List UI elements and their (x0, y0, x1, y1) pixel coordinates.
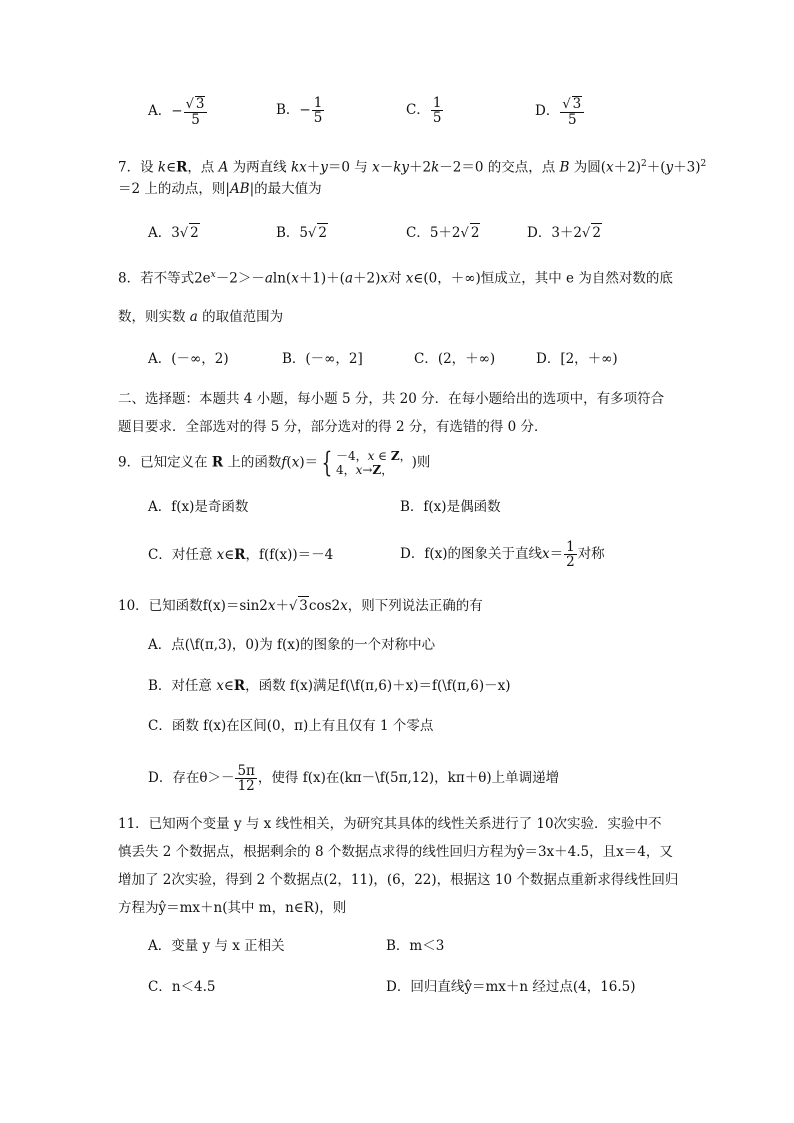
q6-c-fraction (431, 96, 444, 125)
q9-cases (336, 449, 412, 477)
q9-option-a: A．f(x)是奇函数 (148, 499, 249, 515)
q10-option-d (148, 764, 559, 793)
q9-option-c (148, 546, 333, 564)
t: ，函数 f(x)满足f(\f(π,6)＋x)＝f(\f(π,6)－x) (245, 678, 511, 694)
q6-a-num: 3 (195, 96, 205, 112)
q6-d-den: 5 (567, 112, 577, 128)
t: ∈(0，＋∞)恒成立，其中 e 为自然对数的底 (413, 270, 673, 287)
q8-option-b: B．(－∞，2] (282, 351, 363, 367)
t: 5π (237, 763, 255, 779)
t: AB (229, 181, 250, 197)
q8-option-d: D．[2，＋∞) (536, 351, 618, 367)
t: k (157, 159, 167, 176)
q10-d-fraction (235, 764, 256, 793)
q6-option-a (148, 96, 208, 127)
t: cos2 (308, 598, 341, 614)
t: ＋2) (613, 159, 642, 176)
t: B (559, 159, 570, 176)
t: A． (148, 225, 172, 241)
t: ， (381, 463, 394, 477)
t: ∈ (223, 678, 234, 694)
t: √ (289, 599, 298, 614)
t: x (367, 449, 375, 463)
q7-option-c (406, 223, 480, 243)
t: x (216, 678, 224, 694)
t: )则 (411, 454, 431, 471)
t: ＋2) (353, 270, 381, 287)
t: B． (276, 225, 300, 241)
q6-option-c (406, 96, 444, 125)
t: 5＋2 (429, 225, 461, 241)
q10-option-a: A．点(\f(π,3)，0)为 f(x)的图象的一个对称中心 (148, 637, 436, 653)
q9-option-b: B．f(x)是偶函数 (400, 499, 501, 515)
q11-stem-line2: 慎丢失 2 个数据点，根据剩余的 8 个数据点求得的线性回归方程为ŷ＝3x＋4.5，且x＝4，又 (118, 844, 673, 860)
t: 3 (171, 225, 180, 241)
q6-a-den: 5 (191, 112, 200, 128)
t: C． (406, 225, 430, 241)
t: 9．已知定义在 (118, 454, 212, 471)
t: √ (308, 226, 317, 241)
t: a (264, 270, 273, 287)
q9-d-fraction (564, 540, 577, 569)
t: R (234, 547, 246, 563)
t: ＋1)＋( (298, 270, 345, 287)
t: D． (527, 225, 552, 241)
q8-option-c: C．(2，＋∞) (414, 351, 496, 367)
t: 的取值范围为 (197, 309, 284, 325)
t: y (665, 159, 674, 176)
t: x (216, 547, 225, 563)
t: x (372, 159, 380, 176)
t: －2＞－ (215, 270, 265, 287)
q10-option-b (148, 677, 510, 695)
t: 12 (237, 778, 255, 794)
t: Z (372, 463, 382, 477)
q7-option-d (527, 223, 602, 243)
q11-option-c: C．n＜4.5 (148, 979, 216, 995)
t: k (431, 159, 440, 176)
t: 8．若不等式2e (118, 270, 211, 287)
t: ( (286, 454, 292, 471)
t: ＋( (646, 159, 666, 176)
t: ky (393, 159, 409, 176)
t: x (355, 463, 363, 477)
q6-a-sign: − (171, 103, 183, 119)
t: Z (390, 449, 400, 463)
t: ∈ (166, 159, 177, 176)
t: ，则下列说法正确的有 (347, 598, 483, 614)
q6-c-den: 5 (432, 110, 442, 126)
t: R (211, 454, 224, 471)
t: 数，则实数 (118, 309, 190, 325)
t: x (291, 454, 300, 471)
q6-d-num: 3 (572, 96, 582, 112)
t: 对称 (577, 546, 605, 562)
t: 5 (299, 225, 309, 241)
q6-d-radical: √ (562, 97, 571, 112)
q8-option-a: A．(－∞，2) (148, 351, 229, 367)
q11-option-a: A．变量 y 与 x 正相关 (148, 938, 285, 954)
t: x (541, 546, 550, 562)
t: B．对任意 (148, 678, 217, 694)
t: 对 (387, 270, 406, 287)
t: y (320, 159, 328, 176)
q10-option-c: C．函数 f(x)在区间(0，π)上有且仅有 1 个零点 (148, 718, 434, 734)
t: x (606, 159, 614, 176)
q7-stem-line1 (118, 155, 706, 177)
t: 2 (470, 225, 480, 241)
q6-a-fraction (184, 96, 208, 127)
t: 10．已知函数 (118, 598, 203, 614)
section2-instructions-line1: 二、选择题：本题共 4 小题，每小题 5 分，共 20 分．在每小题给出的选项中，有多项符合 (118, 391, 665, 407)
t: D．f(x)的图象关于直线 (400, 546, 542, 562)
q7-stem-line2 (118, 180, 322, 198)
q8-stem-line2 (118, 308, 283, 326)
t: 2 (641, 159, 647, 169)
q6-option-d (535, 96, 585, 127)
t: ＋ (306, 159, 321, 176)
t: 2 (318, 225, 327, 241)
q11-stem-line3: 增加了 2次实验，得到 2 个数据点(2，11)，(6，22)，根据这 10 个数据点重新求得线性回归 (118, 872, 679, 888)
q11-stem-line4: 方程为ŷ＝mx＋n(其中 m，n∈R)，则 (118, 900, 347, 916)
t: 为两直线 (228, 159, 291, 176)
t: 1 (566, 539, 575, 555)
t: D．存在θ＞－ (148, 770, 235, 786)
q6-b-num: 1 (313, 95, 323, 111)
q9-stem (118, 446, 431, 479)
t: √ (582, 226, 591, 241)
t: → (362, 463, 373, 477)
q10-stem (118, 596, 483, 616)
t: 7．设 (118, 159, 158, 176)
section2-instructions-line2: 题目要求．全部选对的得 5 分，部分选对的得 2 分，有选错的得 0 分． (118, 419, 548, 435)
q11-stem-line1: 11．已知两个变量 y 与 x 线性相关，为研究其具体的线性关系进行了 10次实验．实验中不 (118, 816, 662, 832)
t: －2＝0 的交点，点 (439, 159, 560, 176)
t: R (233, 678, 246, 694)
t: R (176, 159, 188, 176)
q11-option-d: D．回归直线ŷ＝mx＋n 经过点(4，16.5) (386, 979, 636, 995)
t: ln( (272, 270, 292, 287)
t: 4， (335, 463, 356, 477)
t: 2 (592, 225, 601, 241)
t: 上的函数 (223, 454, 282, 471)
t: ＝0 与 (327, 159, 373, 176)
t: f(x) (202, 598, 226, 614)
q6-c-label: C． (406, 102, 430, 118)
t: ∈ (224, 547, 235, 563)
t: ＋2 (409, 159, 432, 176)
t: A (218, 159, 229, 176)
q6-b-den: 5 (313, 110, 323, 126)
t: x (291, 270, 299, 287)
q6-b-sign: − (299, 102, 311, 118)
t: 3 (299, 598, 308, 614)
t: 3＋2 (551, 225, 583, 241)
t: a (189, 309, 198, 325)
t: － (379, 159, 394, 176)
t: ＝ (549, 546, 564, 562)
t: ∈ (374, 449, 391, 463)
t: a (344, 270, 353, 287)
t: x (380, 270, 388, 287)
q9-option-d (400, 540, 605, 569)
t: x (340, 598, 348, 614)
q6-d-label: D． (535, 103, 560, 119)
q8-stem-line1 (118, 266, 673, 288)
t: ＋3) (673, 159, 701, 176)
q6-b-fraction (312, 96, 325, 125)
t: 2 (700, 159, 707, 169)
q6-option-b (276, 96, 325, 125)
t: ，使得 f(x)在(kπ－\f(5π,12)，kπ＋θ)上单调递增 (257, 770, 560, 786)
t: √ (179, 226, 189, 241)
q6-a-label: A． (148, 103, 172, 119)
q6-b-label: B． (276, 102, 300, 118)
t: x (405, 270, 414, 287)
t: √ (460, 226, 469, 241)
t: ＝2 上的动点，则| (118, 181, 230, 197)
q6-d-fraction (560, 96, 584, 127)
q11-option-b: B．m＜3 (386, 938, 445, 954)
t: 2 (566, 554, 575, 570)
q7-option-b (276, 223, 328, 243)
t: ＝sin2 (225, 598, 268, 614)
t: |的最大值为 (249, 181, 322, 197)
t: x (210, 270, 216, 280)
t: －4， (335, 449, 368, 463)
t: kx (290, 159, 307, 176)
t: x (267, 598, 276, 614)
q7-option-a (148, 223, 200, 243)
t: f (281, 454, 287, 471)
t: 为圆( (569, 159, 607, 176)
q9-brace: { (321, 446, 333, 479)
t: ，f(f(x))＝－4 (245, 547, 334, 563)
t: )＝ (299, 454, 319, 471)
t: ，点 (187, 159, 219, 176)
t: ＋ (275, 598, 289, 614)
t: 2 (190, 225, 199, 241)
q6-a-radical: √ (185, 97, 194, 112)
t: C．对任意 (148, 547, 217, 563)
t: ， (399, 449, 412, 463)
q6-c-num: 1 (432, 95, 442, 111)
